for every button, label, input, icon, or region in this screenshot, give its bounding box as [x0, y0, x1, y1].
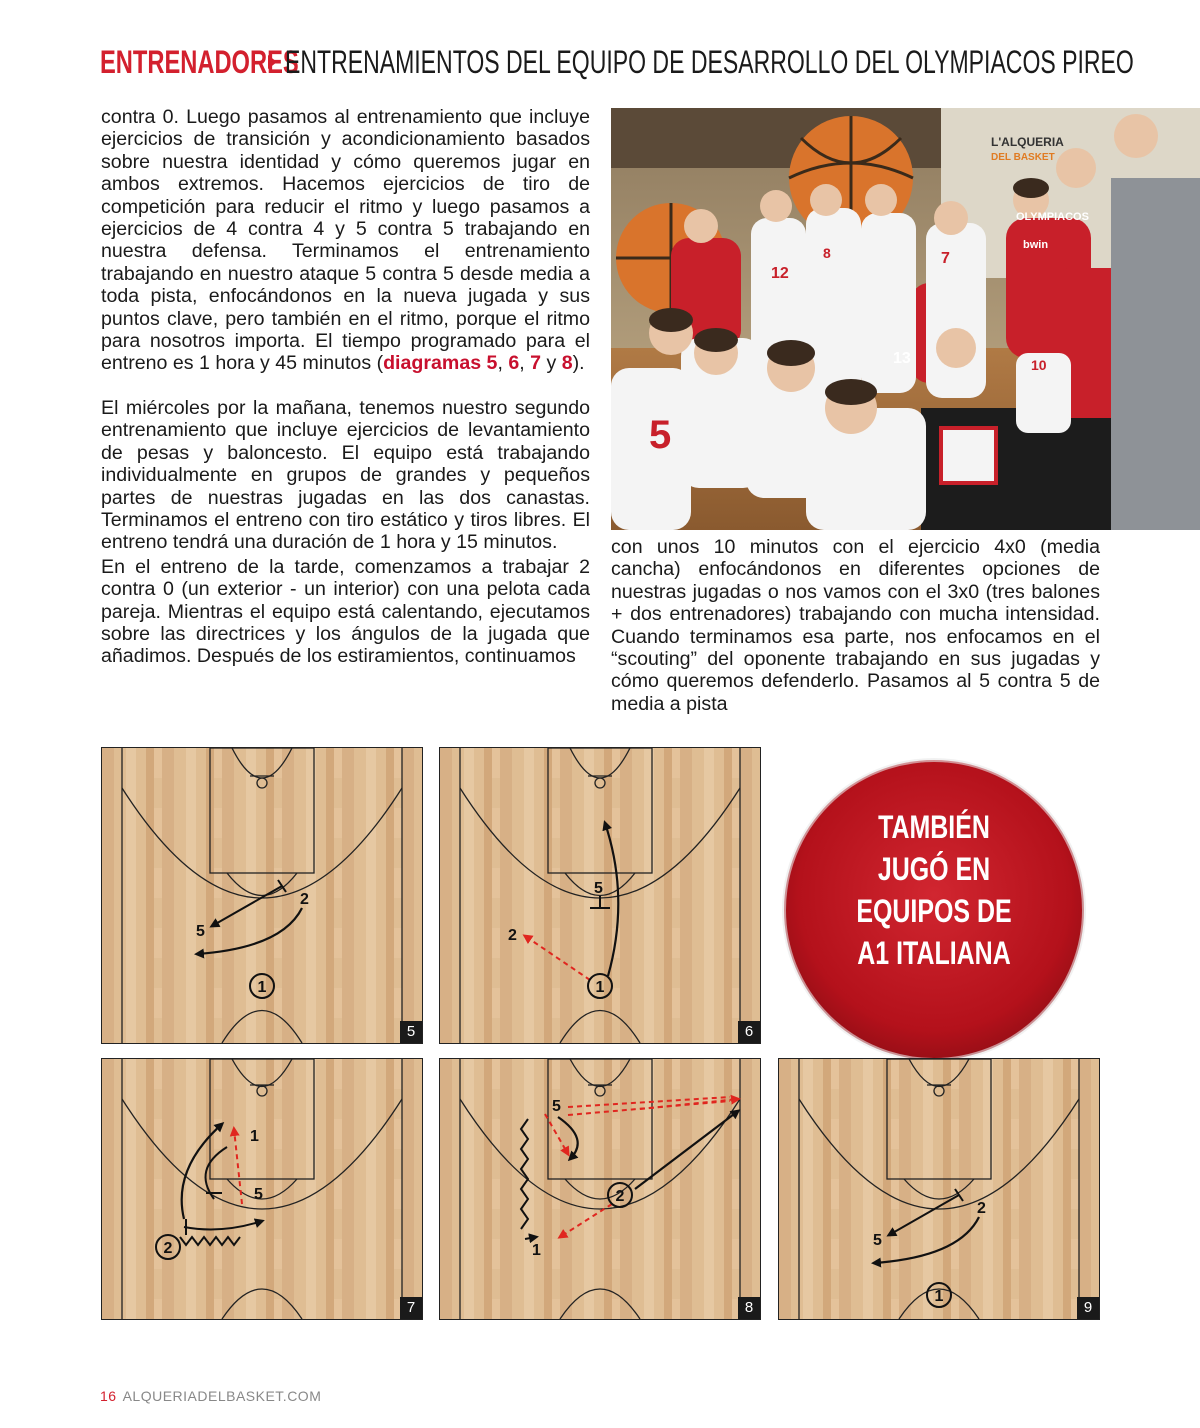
article-title: ENTRENAMIENTOS DEL EQUIPO DE DESARROLLO DEL OLYMPIACOS PIREO: [285, 43, 1134, 80]
player-1: 1: [595, 979, 605, 996]
player-5: 5: [594, 880, 603, 897]
diagram-number: 6: [738, 1021, 760, 1043]
diagram-ref-8[interactable]: 8: [561, 352, 573, 375]
jersey-number: 8: [823, 245, 831, 261]
player-1: 1: [257, 979, 267, 996]
jersey-number: 13: [893, 350, 911, 367]
player-5: 5: [196, 923, 205, 940]
paragraph-1: contra 0. Luego pasamos al entrenamiento que incluye ejercicios de transición y acondicionamiento basados sobre nuestra identidad y cómo queremos jugar en ambos extremos. Hacemos ejercicios de tiro de competición para reducir el ritmo y luego pasamos a ejercicios de 4 contra 4 y 5 contra 5 trabajando en nuestra defensa. Terminamos el entrenamiento trabajando en nuestro ataque 5 contra 5 desde media a toda pista, enfocándonos en la nueva jugada y sus puntos clave, pero también en el ritmo, porque el ritmo para nosotros importa. El tiempo programado para el entreno es 1 hora y 45 minutos (diagramas 5, 6, 7 y 8).: [101, 106, 590, 375]
diagram-8: [439, 1058, 761, 1320]
player-2: 2: [508, 927, 517, 944]
jersey-number: 12: [771, 265, 789, 282]
diagram-ref-7[interactable]: 7: [530, 352, 542, 375]
player-5: 5: [552, 1098, 561, 1115]
svg-text:L'ALQUERIA: L'ALQUERIA: [991, 135, 1064, 149]
diagram-number: 7: [400, 1297, 422, 1319]
player-5: 5: [254, 1186, 263, 1203]
paragraph-3: En el entreno de la tarde, comenzamos a trabajar 2 contra 0 (un exterior - un interior) con una pelota cada pareja. Mientras el equipo está calentando, ejecutamos sobre las directrices y los ángulos de la jugada que añadimos. Después de los estiramientos, continuamos: [101, 555, 590, 668]
player-2: 2: [300, 891, 309, 908]
diagram-6: [439, 747, 761, 1044]
jersey-number: 7: [941, 250, 950, 267]
paragraph-right-1: con unos 10 minutos con el ejercicio 4x0 (media cancha) enfocándonos en diferentes opciones de nuestras jugadas o nos vamos con el 3x0 (tres balones + dos entrenadores) trabajando con mucha intensidad. Cuando terminamos esa parte, nos enfocamos en el “scouting” del oponente trabajando en sus jugadas y cómo queremos defenderlo. Pasamos al 5 contra 5 de media a pista: [611, 536, 1100, 715]
diagram-9: [778, 1058, 1100, 1320]
diagram-5: [101, 747, 423, 1044]
diagram-ref-5[interactable]: diagramas 5: [383, 352, 498, 375]
player-2: 2: [163, 1240, 173, 1257]
section-header: [100, 40, 1200, 84]
diagram-number: 5: [400, 1021, 422, 1043]
diagram-7: [101, 1058, 423, 1320]
badge-text: TAMBIÉN JUGÓ EN EQUIPOS DE A1 ITALIANA: [856, 809, 1012, 971]
player-2: 2: [615, 1188, 625, 1205]
team-huddle-photo: [611, 108, 1200, 530]
diagram-ref-6[interactable]: 6: [508, 352, 520, 375]
banner-text: bwin: [1023, 239, 1049, 251]
paragraph-2: El miércoles por la mañana, tenemos nuestro segundo entrenamiento que incluye ejercicios de levantamiento de pesas y baloncesto. El equipo está trabajando individualmente en grupos de grandes y pequeños partes de nuestras jugadas en las dos canastas. Terminamos el entreno con tiro estático y tiros libres. El entreno tendrá una duración de 1 hora y 15 minutos.: [101, 396, 590, 554]
player-2: 2: [977, 1200, 986, 1217]
player-5: 5: [873, 1232, 882, 1249]
section-label: ENTRENADORES: [100, 43, 299, 80]
player-1: 1: [250, 1128, 259, 1145]
jersey-number: 10: [1031, 357, 1047, 373]
svg-text:DEL BASKET: DEL BASKET: [991, 152, 1055, 163]
diagram-number: 8: [738, 1297, 760, 1319]
site-name[interactable]: ALQUERIADELBASKET.COM: [122, 1388, 322, 1404]
banner-text: OLYMPIACOS: [1016, 211, 1089, 223]
jersey-number: 5: [649, 413, 672, 457]
player-1: 1: [934, 1288, 944, 1305]
left-text-column: [101, 106, 590, 668]
page-footer: [100, 1388, 321, 1404]
player-1: 1: [532, 1242, 541, 1259]
diagram-number: 9: [1077, 1297, 1099, 1319]
page-number: 16: [100, 1388, 117, 1404]
right-text-column: [611, 536, 1100, 715]
